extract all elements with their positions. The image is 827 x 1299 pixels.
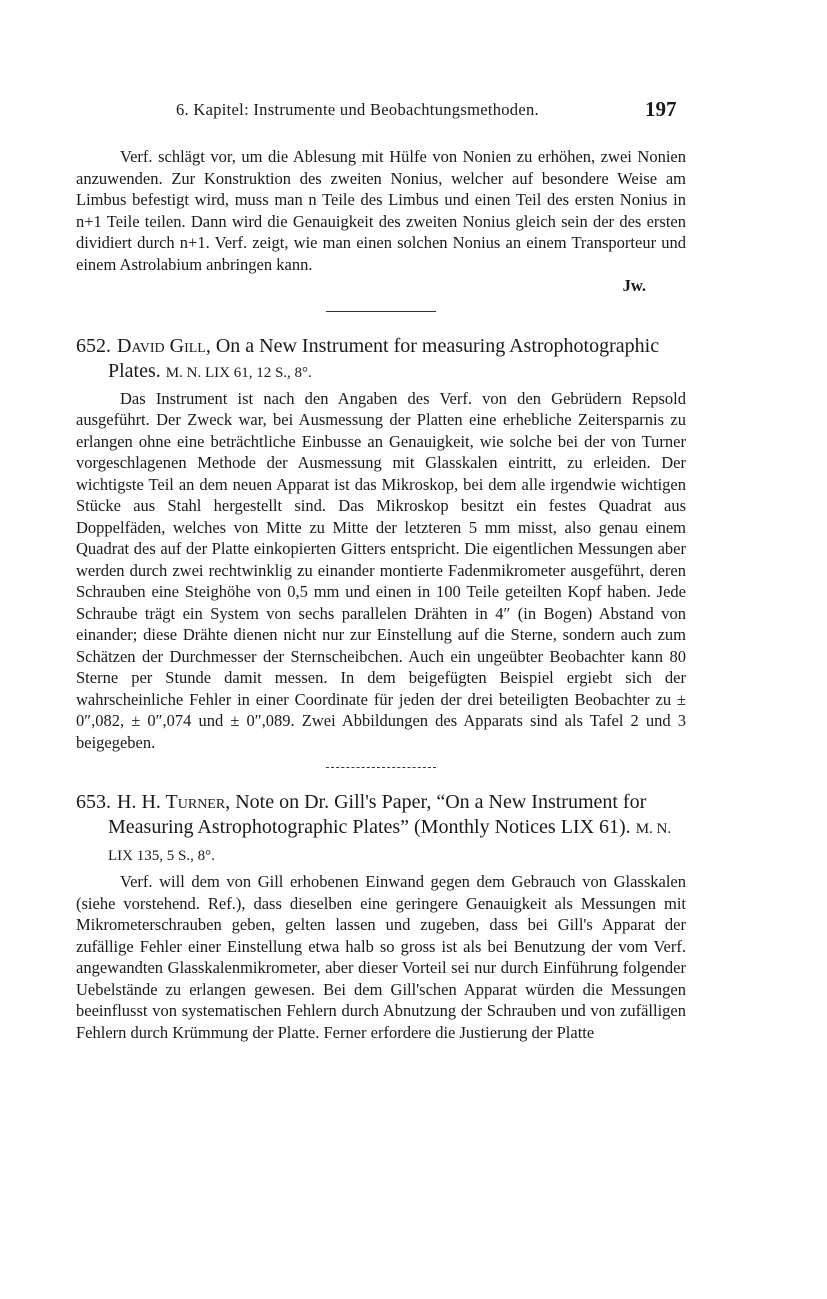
page-number: 197 <box>645 97 677 121</box>
entry-body: Verf. will dem von Gill erhobenen Einwand gegen dem Gebrauch von Glasskalen (siehe vorstehend. Ref.), dass dieselben eine geringere Genauigkeit als Messungen mit Mikrometerschrauben geben, gelten lassen und zugeben, dass bei Gill's Apparat der zufällige Fehler einer Einstellung etwa halb so gross ist als bei Benutzung der vom Verf. angewandten Glasskalenmikrometer, aber dieser Vorteil sei nur durch Einführung folgender Uebelstände zu erlangen gewesen. Bei dem Gill'schen Apparat würden die Messungen beeinflusst von systematischen Fehlern durch Abnutzung der Schrauben und von zufälligen Fehlern durch Krümmung der Platte. Ferner erfordere die Justierung der Platte <box>76 872 686 1042</box>
reviewer-signature: Jw. <box>622 276 646 295</box>
entry-title: Note on Dr. Gill's Paper, “On a New Instrument for Measuring Astrophotographic Plates” (Monthly Notices LIX 61). <box>108 791 647 838</box>
running-title: 6. Kapitel: Instrumente und Beobachtungsmethoden. <box>176 100 539 119</box>
entry-heading <box>76 790 686 869</box>
entry-title: On a New Instrument for measuring Astrophotographic Plates. <box>108 334 660 382</box>
section-divider <box>326 311 436 312</box>
running-header <box>0 97 827 124</box>
entry-heading <box>76 334 686 386</box>
entry-author: David Gill, <box>117 334 211 357</box>
entry-653 <box>76 790 686 1043</box>
intro-paragraph: Verf. schlägt vor, um die Ablesung mit Hülfe von Nonien zu erhöhen, zwei Nonien anzuwenden. Zur Konstruktion des zweiten Nonius, welcher auf besondere Weise am Limbus befestigt wird, muss man n Teile des Limbus und einen Teil des ersten Nonius in n+1 Teile teilen. Dann wird die Genauigkeit des zweiten Nonius gleich sein der des ersten dividiert durch n+1. Verf. zeigt, wie man einen solchen Nonius an einem Transporteur und einem Astrolabium anbringen kann. <box>76 147 686 274</box>
entry-number: 652. <box>76 334 111 357</box>
section-divider <box>326 767 436 768</box>
entry-652 <box>76 334 686 754</box>
entry-number: 653. <box>76 791 111 813</box>
entry-citation: M. N. LIX 135, 5 S., 8°. <box>108 821 672 864</box>
entry-author: H. H. Turner, <box>117 791 231 813</box>
entry-citation: M. N. LIX 61, 12 S., 8°. <box>165 364 312 381</box>
page-content <box>76 146 686 1043</box>
entry-body: Das Instrument ist nach den Angaben des Verf. von den Gebrüdern Repsold ausgeführt. Der Zweck war, bei Ausmessung der Platten eine erhebliche Zeitersparnis zu erlangen ohne eine beträchtliche Einbusse an Genauigkeit, wie solche bei der von Turner vorgeschlagenen Methode der Ausmessung mit Glasskalen eintritt, zu erleiden. Der wichtigste Teil an dem neuen Apparat ist das Mikroskop, bei dem alle irgendwie wichtigen Stücke aus Stahl hergestellt sind. Das Mikroskop besitzt ein festes Quadrat aus Doppelfäden, welches von Mitte zu Mitte der letzteren 5 mm misst, also genau einem Quadrat des auf der Platte einkopierten Gitters entspricht. Die eigentlichen Messungen aber werden durch zwei rechtwinklig zu einander montierte Fadenmikrometer ausgeführt, deren Schrauben eine Steighöhe von 0,5 mm und einen in 100 Teile geteilten Kopf haben. Jede Schraube trägt ein System von sechs parallelen Drähten in 4″ (in Bogen) Abstand von einander; diese Drähte dienen nicht nur zur Einstellung auf die Sterne, sondern auch zum Schätzen der Durchmesser der Sternscheibchen. Auch ein ungeübter Beobachter kann 80 Sterne per Stunde damit messen. In dem beigefügten Beispiel ergiebt sich der wahrscheinliche Fehler in einer Coordinate für jeden der drei beteiligten Beobachter zu ± 0″,082, ± 0″,074 und ± 0″,089. Zwei Abbildungen des Apparats sind als Tafel 2 und 3 beigegeben. <box>76 388 686 752</box>
